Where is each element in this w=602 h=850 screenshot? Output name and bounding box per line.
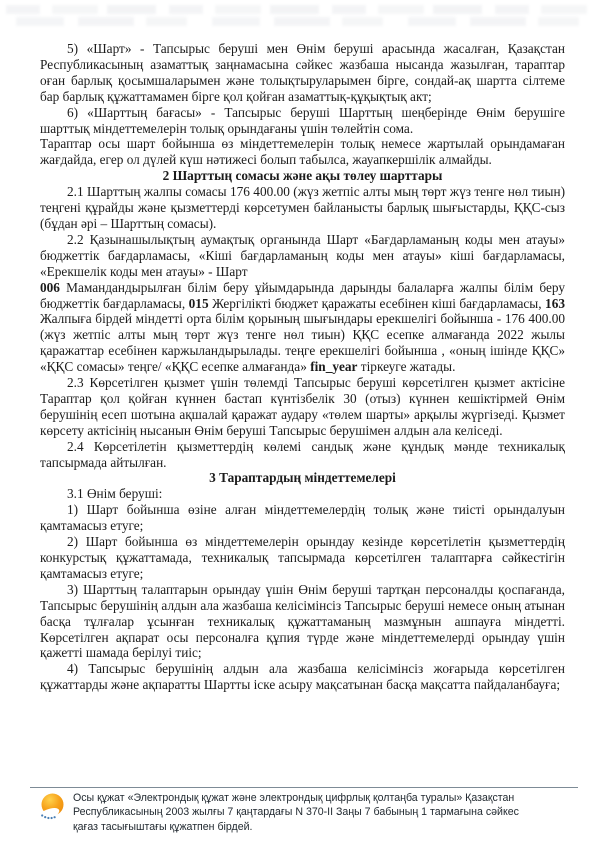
budget-subprogram-text: Жергілікті бюджет қаражаты есебінен кіші бағдарламасы, [208,295,546,311]
esign-seal-icon [38,793,65,828]
clause-5-contract-definition: 5) «Шарт» - Тапсырыс беруші мен Өнім беруші арасында жасалған, Қазақстан Республикасының азаматтық заңнамасына сәйкес жазбаша нысанда жазылған, тараптар оған барлық қосымшаларымен және толықтыруларымен бірге, сондай-ақ шартта сілтеме бар барлық құжаттамамен бірге қол қойған азаматтық-құқықтық акт; [40,41,565,104]
registration-tail-text: тіркеуге жатады. [357,359,456,375]
force-majeure-paragraph: Тараптар осы шарт бойынша өз міндеттемелерін толық немесе жартылай орындамаған жағдайда, егер ол дүлей күш нәтижесі болып табылса, жауапкершілік алмайды. [40,136,565,168]
supplier-obligation-item-4: 4) Тапсырыс берушінің алдын ала жазбаша келісімінсіз жоғарыда көрсетілген құжаттарды және ақпаратты Шартты іске асыру мақсатынан басқа мақсатта пайдаланбауға; [40,661,565,693]
scan-bleed-through-row [6,5,596,14]
clause-2-4-service-volume: 2.4 Көрсетілетін қызметтердің көлемі сандық және құндық мәнде техникалық тапсырмада айтылған. [40,438,565,470]
section-2-heading: 2 Шарттың сомасы және ақы төлеу шарттары [162,168,443,184]
budget-program-code: 006 [40,279,60,295]
section-3-heading: 3 Тараптардың міндеттемелері [209,470,396,486]
esign-legal-footer [0,787,602,850]
footer-divider [30,787,578,788]
specificity-text: Жалпыға бірдей міндетті орта білім қорының шығындары ерекшелігі бойынша - 176 400.00 (жүз жетпіс алты мың төрт жүз тенге нөл тиын) ҚҚС есепке алмағанда 2022 жылы қаражаттар есебінен каржыландырылады. теңге ерекшелігі бойынша , «оның ішінде ҚҚС» «ҚҚС сомасы» теңге/ «ҚҚС есепке алмағанда» [40,311,565,375]
clause-2-1-total-amount: 2.1 Шарттың жалпы сомасы 176 400.00 (жүз жетпіс алты мың төрт жүз тенге нөл тиын) теңгені құрайды және қызметтерді көрсетумен байланысты барлық шығыстарды, ҚҚС-сыз (бұдан әрі – Шарттың сомасы). [40,184,565,231]
document-body [40,41,565,786]
supplier-obligation-item-3: 3) Шарттың талаптарын орындау үшін Өнім беруші тартқан персоналды қоспағанда, Тапсырыс берушінің алдын ала жазбаша келісімінсіз Тапсырыс беруші немесе оның атынан басқа тұлғалар ұсынған техникалық құжаттаманың мазмұнын ашпауға міндетті. Көрсетілген ақпарат осы персоналға құпия түрде және міндеттемелерді орындау үшін қажетті шамада берілуі тиіс; [40,581,565,661]
clause-2-3-payment-terms: 2.3 Көрсетілген қызмет үшін төлемді Тапсырыс беруші көрсетілген қызмет актісіне Тараптар қол қойған күннен бастап күнтізбелік 30 (отыз) күннен кешіктірмей Өнім берушінің есеп шотына ақшалай қаражат аудару «төлем шарты» арқылы жүргізеді. Қызмет көрсету актісінің нысанын Өнім беруші Тапсырыс берушімен алдын ала келіседі. [40,375,565,438]
clause-2-2-budget-codes [40,280,565,375]
budget-subprogram-code: 015 [188,295,209,311]
scan-bleed-through-row [6,17,596,26]
supplier-obligation-item-1: 1) Шарт бойынша өзіне алған міндеттемелердің толық және тиісті орындалуын қамтамасыз етуге; [40,502,565,534]
fin-year-placeholder: fin_year [310,359,358,375]
specificity-code: 163 [545,295,565,311]
supplier-obligation-item-2: 2) Шарт бойынша өз міндеттемелерін орындау кезінде көрсетілетін қызметтердің конкурстық құжаттамада, техникалық тапсырмада көрсетілген талаптарға сәйкестігін қамтамасыз етуге; [40,534,565,581]
clause-2-2-treasury-registration: 2.2 Қазынашылықтың аумақтық органында Шарт «Бағдарламаның коды мен атауы» бюджеттік бағдарламасы, «Кіші бағдарламаның коды мен атауы» кіші бағдарламасы, «Ерекшелік коды мен атауы» - Шарт [40,231,565,279]
scan-bleed-through-artifact [6,5,596,31]
budget-program-text: Мамандандырылған білім беру ұйымдарында дарынды балаларға жалпы білім беру бюджеттік бағдарламасы, [40,279,565,311]
clause-3-1-supplier-label: 3.1 Өнім беруші: [67,486,163,502]
clause-6-contract-price-definition: 6) «Шарттың бағасы» - Тапсырыс беруші Шарттың шеңберінде Өнім берушіге шарттық міндеттемелерін толық орындағаны үшін төлейтін сома. [40,104,565,136]
esign-legal-text: Осы құжат «Электрондық құжат және электрондық цифрлық қолтаңба туралы» Қазақстан Республикасының 2003 жылғы 7 қаңтардағы N 370-II Заңы 7 бабының 1 тармағына сәйкес қағаз тасығыштағы құжатпен бірдей. [73,792,519,833]
